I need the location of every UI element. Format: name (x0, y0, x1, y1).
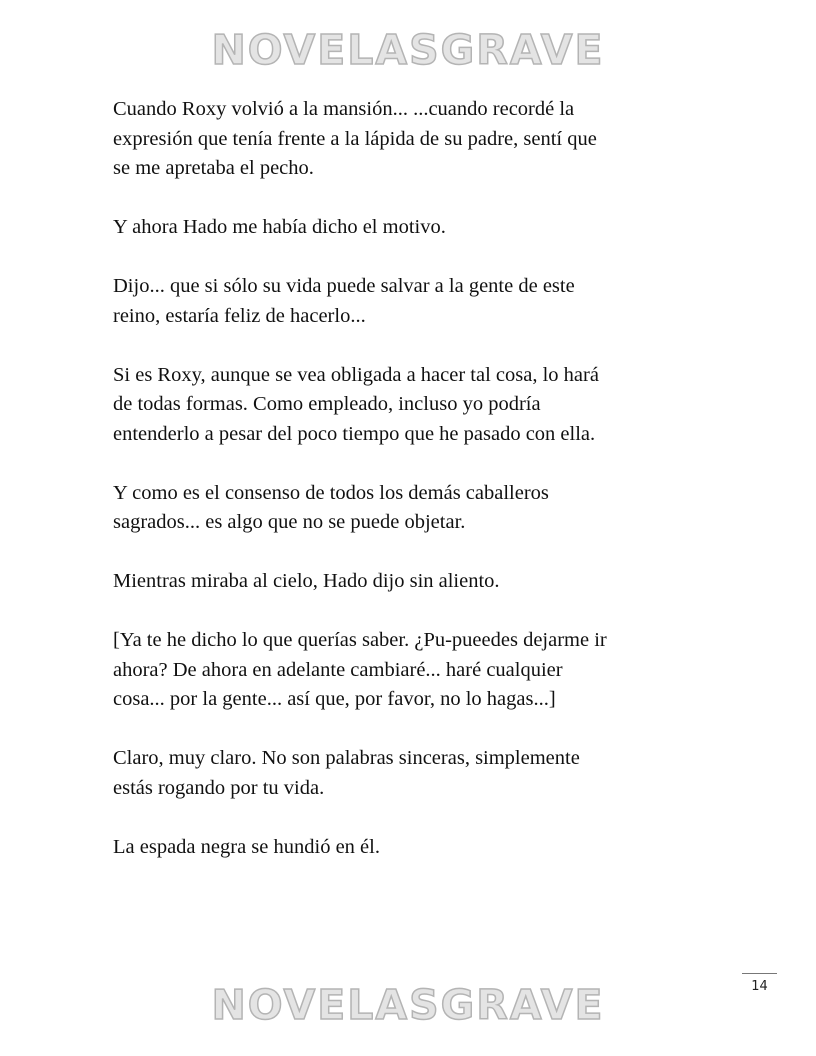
text-line: entenderlo a pesar del poco tiempo que he pasado con ella. (113, 422, 596, 445)
chapter-body (113, 95, 708, 892)
text-line: reino, estaría feliz de hacerlo... (113, 304, 366, 327)
text-line: de todas formas. Como empleado, incluso yo podría (113, 393, 541, 415)
page-number: 14 (742, 973, 777, 994)
text-line: Dijo... que si sólo su vida puede salvar a la gente de este (113, 275, 575, 297)
text-line: ahora? De ahora en adelante cambiaré... haré cualquier (113, 658, 563, 681)
paragraph (113, 626, 708, 715)
paragraph (113, 479, 708, 538)
text-line: se me apretaba el pecho. (113, 157, 314, 179)
text-line: expresión que tenía frente a la lápida de su padre, sentí que (113, 127, 597, 150)
watermark-logo-top: NOVELASGRAVE (211, 26, 605, 74)
text-line: Y ahora Hado me había dicho el motivo. (113, 216, 446, 238)
text-line: Claro, muy claro. No son palabras sinceras, simplemente (113, 747, 580, 769)
paragraph (113, 361, 708, 450)
paragraph (113, 744, 708, 803)
text-line: [Ya te he dicho lo que querías saber. ¿Pu-pueedes dejarme ir (113, 629, 607, 651)
paragraph (113, 272, 708, 331)
paragraph (113, 95, 708, 184)
text-line: Cuando Roxy volvió a la mansión... ...cuando recordé la (113, 98, 575, 120)
text-line: Mientras miraba al cielo, Hado dijo sin aliento. (113, 570, 500, 592)
text-line: Si es Roxy, aunque se vea obligada a hacer tal cosa, lo hará (113, 363, 599, 386)
text-line: cosa... por la gente... así que, por favor, no lo hagas...] (113, 688, 556, 710)
text-line: sagrados... es algo que no se puede objetar. (113, 511, 466, 533)
text-line: estás rogando por tu vida. (113, 776, 325, 799)
paragraph (113, 833, 708, 863)
text-line: La espada negra se hundió en él. (113, 835, 380, 858)
watermark-logo-bottom: NOVELASGRAVE (211, 981, 605, 1029)
text-line: Y como es el consenso de todos los demás caballeros (113, 481, 549, 504)
paragraph (113, 213, 708, 243)
paragraph (113, 567, 708, 597)
